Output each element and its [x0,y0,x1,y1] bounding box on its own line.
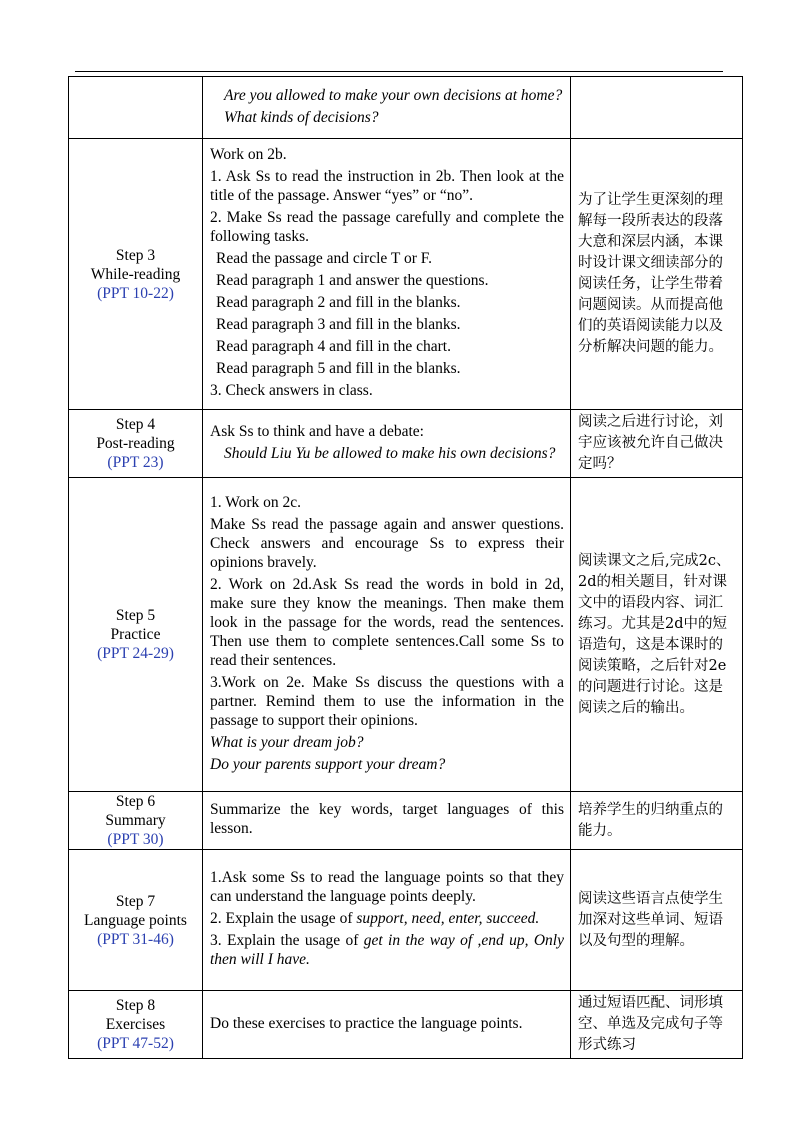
lesson-plan-table [68,76,743,1059]
procedure-text: Work on 2b. [210,146,287,163]
step-ppt-ref: (PPT 47-52) [97,1035,174,1052]
step-cell [69,792,203,850]
procedure-text: 3. Explain the usage of [210,932,364,949]
procedure-text: 1. Work on 2c. [210,493,302,511]
procedure-text: Summarize the key words, target languages of this lesson. [210,801,564,837]
procedure-line [210,515,564,572]
procedure-italic-text: get in the way of ,end up, Only then will I have. [210,932,564,968]
procedure-text: 1. Ask Ss to read the instruction in 2b. Then look at the title of the passage. Answer “yes” or “no”. [210,168,564,204]
procedure-italic-text: support, need, enter, succeed. [356,910,540,927]
step-stage: Language points [84,911,187,929]
procedure-text: What is your dream job? [210,733,364,751]
step-ppt-ref: (PPT 24-29) [97,645,174,662]
procedure-line [210,868,564,906]
step-ppt-ref: (PPT 30) [107,831,164,848]
procedure-line [210,381,564,400]
step-number: Step 6 [115,793,156,810]
procedure-text: Read paragraph 3 and fill in the blanks. [216,316,461,333]
table-row [69,991,743,1059]
design-note: 阅读之后进行讨论，刘宇应该被允许自己做决定吗？ [578,414,723,472]
procedure-cell [203,77,571,139]
step-cell [69,478,203,792]
procedure-line [210,733,564,752]
procedure-line [210,673,564,730]
procedure-text: Read paragraph 2 and fill in the blanks. [216,294,461,311]
design-note-cell [571,991,743,1059]
procedure-line [210,755,564,774]
procedure-cell [203,850,571,991]
design-note-cell [571,410,743,478]
procedure-cell [203,792,571,850]
procedure-line [210,800,564,838]
step-number: Step 5 [115,607,156,624]
step-ppt-ref: (PPT 23) [107,454,164,471]
table-row [69,478,743,792]
design-note-cell [571,139,743,410]
procedure-line [210,145,564,164]
step-stage: Practice [110,626,161,643]
table-row [69,139,743,410]
table-row [69,410,743,478]
design-note-cell [571,850,743,991]
procedure-line [210,337,564,356]
procedure-text: Read paragraph 5 and fill in the blanks. [216,360,461,377]
procedure-line [210,444,564,463]
step-ppt-ref: (PPT 10-22) [97,284,174,302]
design-note: 通过短语匹配、词形填空、单选及完成句子等形式练习 [578,995,723,1053]
step-number: Step 7 [115,892,156,910]
procedure-line [210,293,564,312]
step-cell [69,410,203,478]
procedure-line [210,1014,564,1033]
procedure-text: Do these exercises to practice the language points. [210,1014,523,1032]
design-note: 培养学生的归纳重点的能力。 [578,801,723,839]
step-ppt-ref: (PPT 31-46) [97,930,174,948]
table-row [69,792,743,850]
procedure-cell [203,139,571,410]
step-stage: While-reading [90,265,181,283]
procedure-text: Read the passage and circle T or F. [216,250,432,267]
design-note: 阅读课文之后,完成2c、2d的相关题目，针对课文中的语段内容、词汇练习。尤其是2d中的短语造句，这是本课时的阅读策略，之后针对2e的问题进行讨论。这是阅读之后的输出。 [578,552,731,716]
procedure-line [210,931,564,969]
procedure-text: 2. Explain the usage of [210,910,357,927]
step-cell [69,850,203,991]
procedure-line [210,575,564,670]
procedure-text: 1.Ask some Ss to read the language points so that they can understand the language points deeply. [210,869,564,905]
procedure-text: Make Ss read the passage again and answer questions. Check answers and encourage Ss to express their opinions bravely. [210,515,564,571]
design-note-cell [571,792,743,850]
step-stage: Post-reading [96,435,175,452]
procedure-line [210,359,564,378]
procedure-text: Do your parents support your dream? [210,755,446,773]
step-number: Step 8 [115,997,156,1014]
procedure-text: What kinds of decisions? [224,108,379,126]
procedure-text: Are you allowed to make your own decisions at home? [224,86,563,104]
procedure-text: 2. Make Ss read the passage carefully and complete the following tasks. [210,209,564,245]
step-stage: Exercises [105,1016,166,1033]
procedure-cell [203,410,571,478]
procedure-line [210,86,564,105]
design-note-cell [571,478,743,792]
table-row [69,850,743,991]
procedure-cell [203,478,571,792]
design-note: 阅读这些语言点使学生加深对这些单词、短语以及句型的理解。 [578,890,723,949]
procedure-line [210,271,564,290]
procedure-text: 2. Work on 2d.Ask Ss read the words in bold in 2d, make sure they know the meanings. Then make them look in the passage for the words, read the sentences. Then use them to complete sentences.Call some Ss to read their sentences. [210,575,564,669]
step-stage: Summary [105,812,166,829]
procedure-line [210,909,564,928]
step-cell [69,991,203,1059]
step-cell [69,139,203,410]
procedure-text: Read paragraph 4 and fill in the chart. [216,338,451,355]
procedure-line [210,167,564,205]
step-number: Step 4 [115,416,156,433]
procedure-line [210,208,564,246]
procedure-text: Should Liu Yu be allowed to make his own decisions? [224,444,556,462]
procedure-line [210,108,564,127]
procedure-cell [203,991,571,1059]
step-cell [69,77,203,139]
procedure-line [210,315,564,334]
procedure-text: Read paragraph 1 and answer the questions. [216,272,489,289]
step-number: Step 3 [115,246,156,264]
procedure-text: 3. Check answers in class. [210,382,373,399]
procedure-line [210,422,564,441]
procedure-line [210,249,564,268]
procedure-text: Ask Ss to think and have a debate: [210,422,424,440]
procedure-line [210,493,564,512]
table-row [69,77,743,139]
design-note-cell [571,77,743,139]
procedure-text: 3.Work on 2e. Make Ss discuss the questions with a partner. Remind them to use the information in the passage to support their opinions. [210,673,564,729]
header-rule [75,71,723,72]
design-note: 为了让学生更深刻的理解每一段所表达的段落大意和深层内涵，本课时设计课文细读部分的阅读任务，让学生带着问题阅读。从而提高他们的英语阅读能力以及分析解决问题的能力。 [578,192,723,355]
